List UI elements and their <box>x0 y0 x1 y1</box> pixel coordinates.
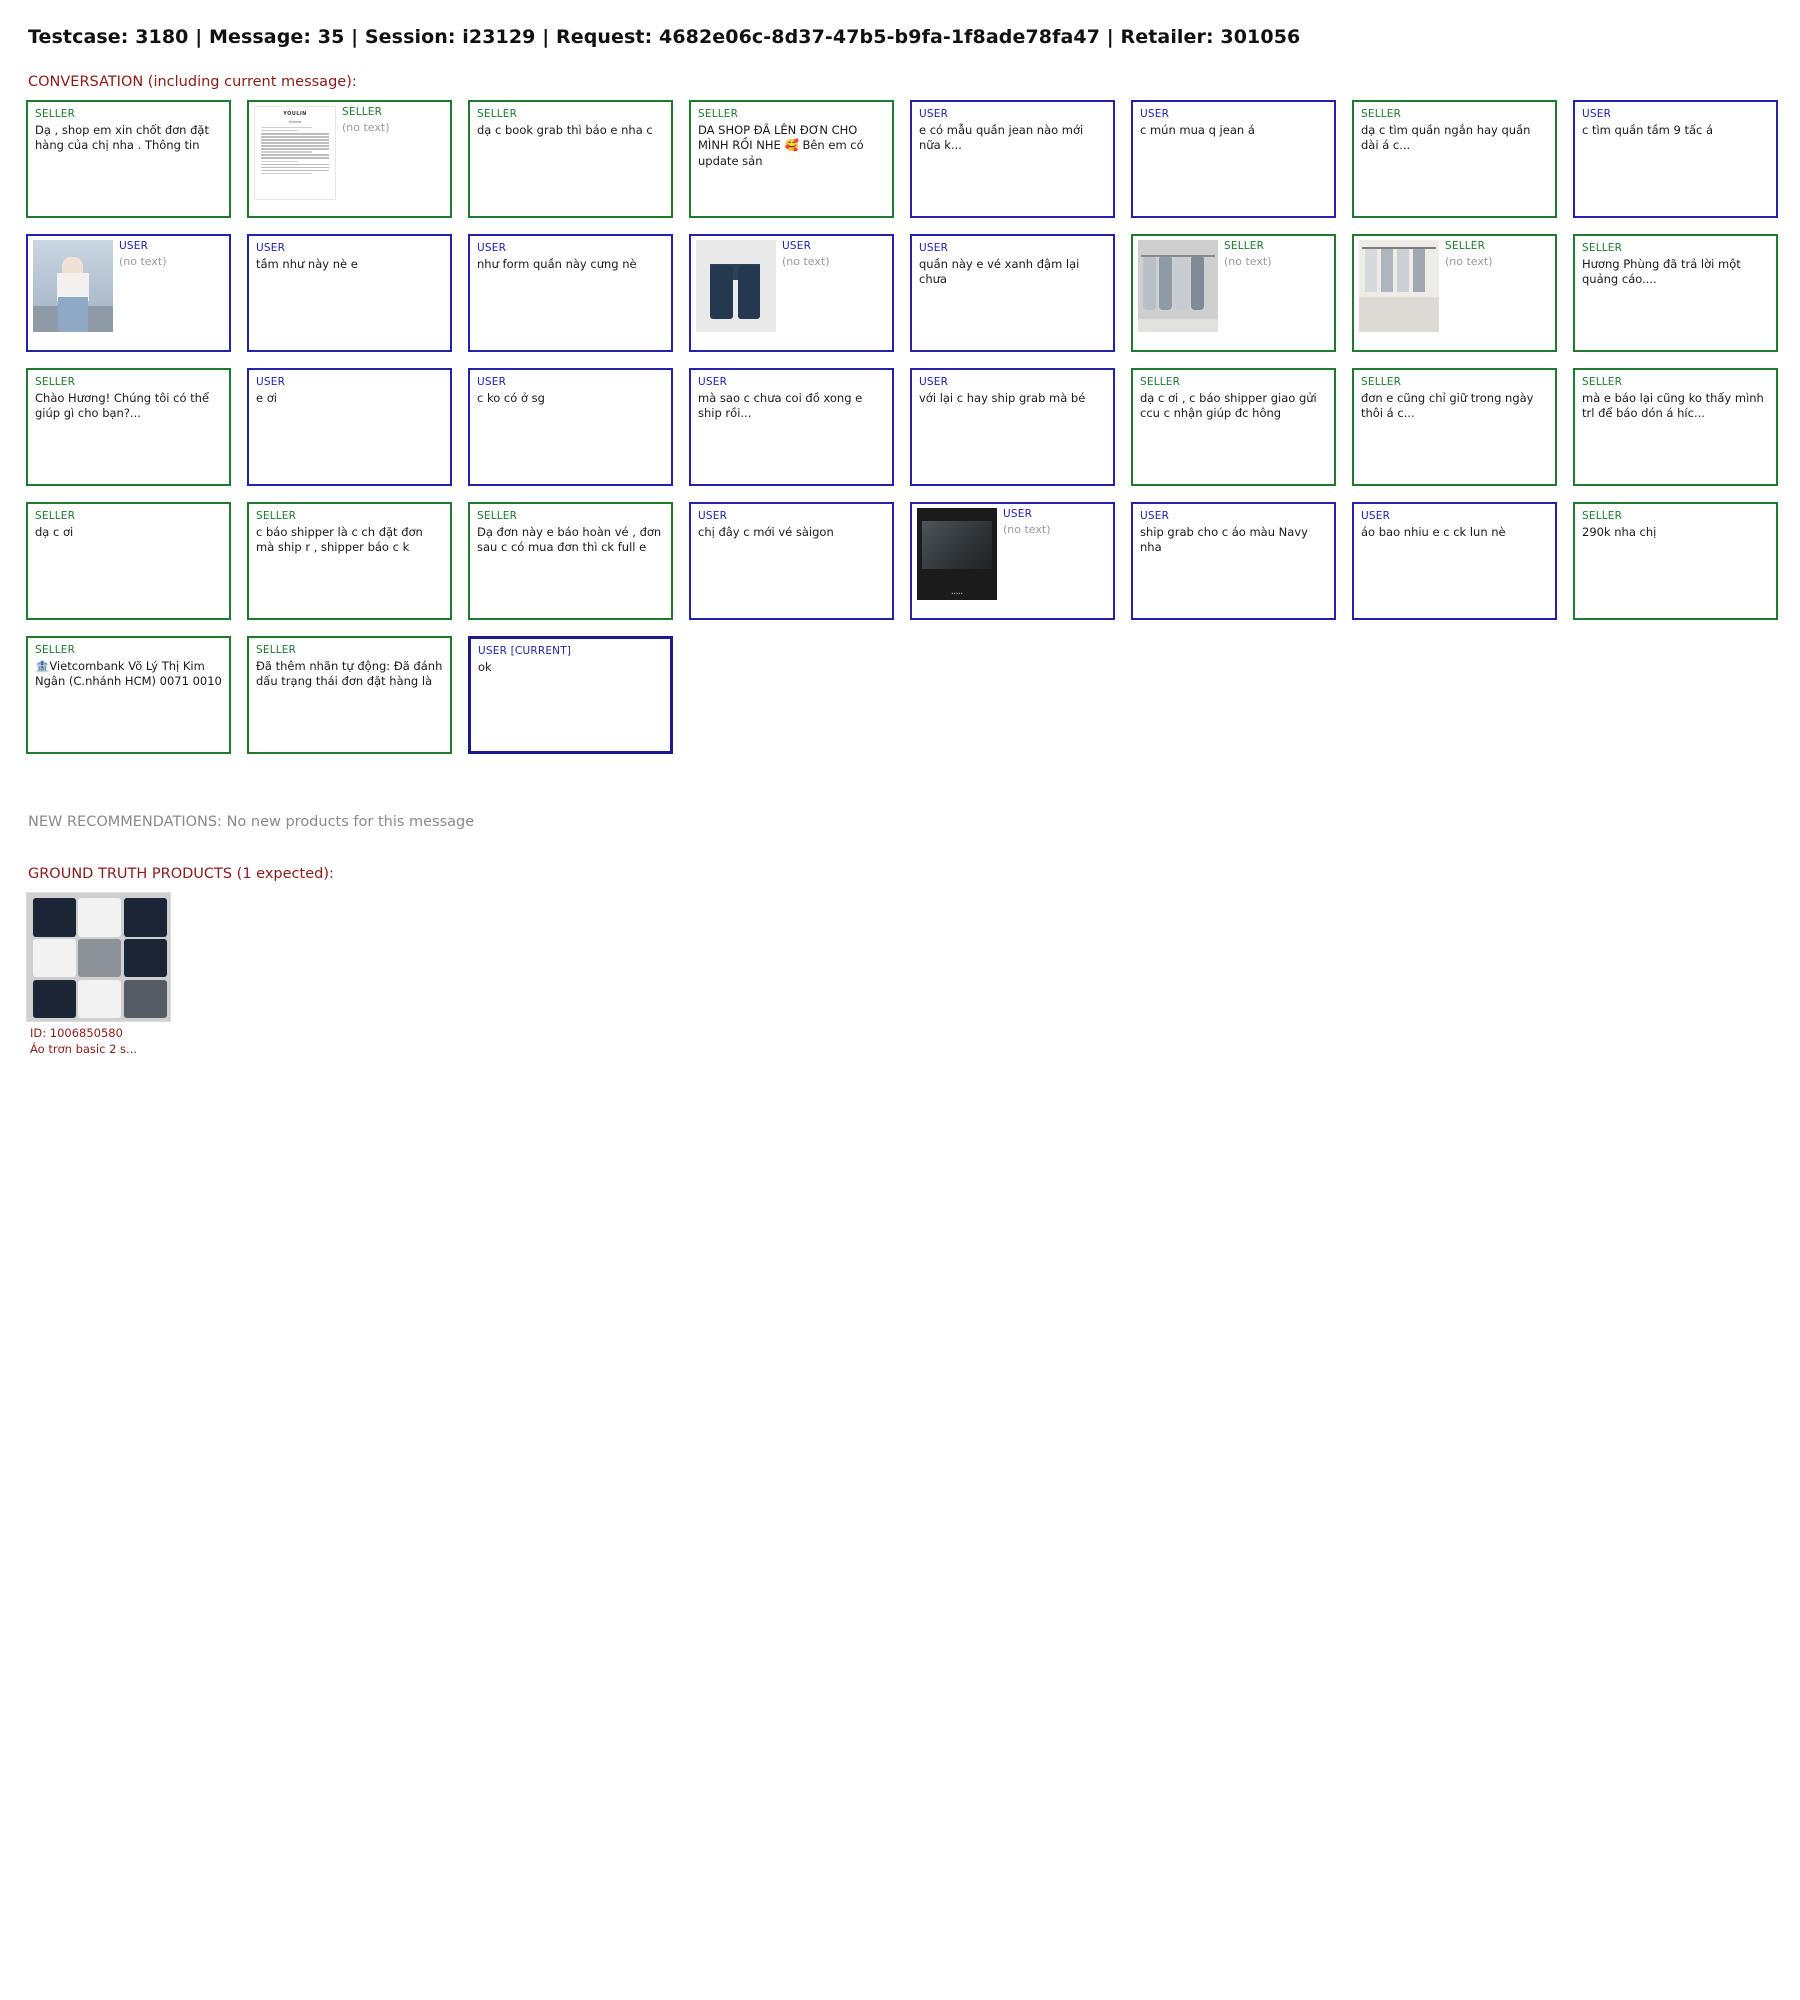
conversation-message[interactable] <box>1352 100 1557 218</box>
message-text: dạ c tìm quần ngắn hay quần dài á c... <box>1361 123 1535 153</box>
message-role: SELLER <box>1445 240 1486 252</box>
conversation-message[interactable] <box>1573 368 1778 486</box>
product-thumbnail <box>27 893 170 1021</box>
message-role: USER <box>698 376 728 388</box>
message-text: c mún mua q jean á <box>1140 123 1255 137</box>
message-role: USER [CURRENT] <box>478 645 572 657</box>
message-role: SELLER <box>477 108 518 120</box>
message-role: USER <box>919 242 949 254</box>
conversation-message[interactable] <box>1352 502 1557 620</box>
message-text: đơn e cũng chỉ giữ trong ngày thôi á c... <box>1361 391 1538 421</box>
message-role: USER <box>256 242 286 254</box>
message-text: dạ c book grab thì báo e nha c <box>477 123 653 137</box>
conversation-message[interactable] <box>1131 234 1336 352</box>
conversation-message[interactable] <box>1573 234 1778 352</box>
conversation-message[interactable] <box>247 100 452 218</box>
message-text: c báo shipper là c ch đặt đơn mà ship r , shipper báo c k <box>256 525 427 555</box>
message-image[interactable] <box>254 106 336 200</box>
message-meta <box>342 106 445 134</box>
conversation-grid <box>26 100 1774 754</box>
conversation-message[interactable] <box>1352 368 1557 486</box>
message-role: SELLER <box>35 644 76 656</box>
conversation-message[interactable] <box>689 234 894 352</box>
message-no-text: (no text) <box>1224 255 1272 268</box>
message-role: USER <box>1140 108 1170 120</box>
message-role: USER <box>782 240 812 252</box>
new-recommendations <box>28 814 1774 830</box>
conversation-message[interactable] <box>247 234 452 352</box>
message-meta <box>1224 240 1329 268</box>
photo-thumbnail <box>33 240 113 332</box>
ground-truth-grid <box>26 892 1774 1056</box>
message-role: SELLER <box>1361 376 1402 388</box>
page-title: Testcase: 3180 | Message: 35 | Session: i23129 | Request: 4682e06c-8d37-47b5-b9fa-1f8ade78fa47 | Retailer: 301056 <box>28 26 1301 48</box>
message-role: SELLER <box>1140 376 1181 388</box>
conversation-message[interactable] <box>1352 234 1557 352</box>
message-role: SELLER <box>35 376 76 388</box>
message-image[interactable] <box>1359 240 1439 332</box>
conversation-message[interactable] <box>910 100 1115 218</box>
message-role: SELLER <box>256 510 297 522</box>
product-id: ID: 1006850580 <box>30 1026 123 1040</box>
message-no-text: (no text) <box>1445 255 1493 268</box>
message-role: USER <box>1582 108 1612 120</box>
conversation-message[interactable] <box>689 502 894 620</box>
message-role: SELLER <box>342 106 383 118</box>
dark-photo-thumbnail: ••••• <box>917 508 997 600</box>
message-text: mà sao c chưa coi đồ xong e ship rồi... <box>698 391 866 421</box>
message-role: SELLER <box>35 510 76 522</box>
product-name: Áo trơn basic 2 s... <box>30 1042 138 1056</box>
message-role: USER <box>119 240 149 252</box>
conversation-message[interactable] <box>468 234 673 352</box>
message-role: SELLER <box>1582 242 1623 254</box>
conversation-label: CONVERSATION (including current message): <box>28 74 357 90</box>
conversation-message[interactable] <box>247 636 452 754</box>
conversation-message[interactable] <box>1573 502 1778 620</box>
conversation-message[interactable] <box>1573 100 1778 218</box>
message-text: ship grab cho c áo màu Navy nha <box>1140 525 1312 555</box>
message-role: USER <box>477 242 507 254</box>
message-text: e ơi <box>256 391 277 405</box>
message-text: 290k nha chị <box>1582 525 1657 539</box>
message-role: SELLER <box>1361 108 1402 120</box>
message-image[interactable] <box>1138 240 1218 332</box>
message-text: ok <box>478 660 492 674</box>
conversation-message[interactable] <box>247 368 452 486</box>
message-text: Dạ , shop em xin chốt đơn đặt hàng của chị nha . Thông tin <box>35 123 213 153</box>
message-text: chị đây c mới vé sàigon <box>698 525 834 539</box>
message-role: USER <box>256 376 286 388</box>
message-no-text: (no text) <box>782 255 830 268</box>
message-text: dạ c ơi , c báo shipper giao gửi ccu c nhận giúp đc hông <box>1140 391 1321 421</box>
conversation-message[interactable] <box>689 100 894 218</box>
message-no-text: (no text) <box>119 255 167 268</box>
message-text: quần này e vé xanh đậm lại chưa <box>919 257 1084 287</box>
message-role: USER <box>1140 510 1170 522</box>
conversation-message[interactable] <box>1131 502 1336 620</box>
message-text: Dạ đơn này e báo hoàn vé , đơn sau c có mua đơn thì ck full e <box>477 525 665 555</box>
message-role: USER <box>919 108 949 120</box>
message-text: áo bao nhiu e c ck lun nè <box>1361 525 1506 539</box>
document-thumbnail: YOULIN FASHION <box>255 107 335 199</box>
conversation-message[interactable] <box>468 502 673 620</box>
message-text: tầm như này nè e <box>256 257 358 271</box>
message-role: SELLER <box>698 108 739 120</box>
message-role: USER <box>477 376 507 388</box>
conversation-message[interactable] <box>26 100 231 218</box>
conversation-message[interactable] <box>910 234 1115 352</box>
message-meta <box>782 240 887 268</box>
conversation-message[interactable] <box>468 368 673 486</box>
message-role: SELLER <box>477 510 518 522</box>
message-image[interactable] <box>917 508 997 600</box>
conversation-message[interactable] <box>26 368 231 486</box>
conversation-message[interactable] <box>910 368 1115 486</box>
jeans-thumbnail <box>696 240 776 332</box>
product-image[interactable] <box>26 892 171 1022</box>
message-text: c ko có ở sg <box>477 391 545 405</box>
new-recommendations-value: No new products for this message <box>226 814 475 830</box>
conversation-message[interactable] <box>1131 100 1336 218</box>
conversation-message[interactable] <box>247 502 452 620</box>
message-meta <box>1445 240 1550 268</box>
conversation-message[interactable] <box>910 502 1115 620</box>
message-role: SELLER <box>35 108 76 120</box>
message-role: USER <box>698 510 728 522</box>
message-meta <box>119 240 224 268</box>
message-role: USER <box>1361 510 1391 522</box>
store-thumbnail <box>1359 240 1439 332</box>
message-text: dạ c ơi <box>35 525 74 539</box>
message-no-text: (no text) <box>1003 523 1051 536</box>
message-role: SELLER <box>1582 376 1623 388</box>
message-role: SELLER <box>1582 510 1623 522</box>
message-meta <box>1003 508 1108 536</box>
message-text: như form quần này cưng nè <box>477 257 637 271</box>
message-text: 🏦Vietcombank Võ Lý Thị Kim Ngân (C.nhánh HCM) 0071 0010 <box>35 659 222 689</box>
message-text: Hương Phùng đã trả lời một quảng cáo.... <box>1582 257 1745 287</box>
message-role: SELLER <box>1224 240 1265 252</box>
clothing-rack-thumbnail <box>1138 240 1218 332</box>
message-image[interactable] <box>696 240 776 332</box>
message-image[interactable] <box>33 240 113 332</box>
ground-truth-product[interactable] <box>26 892 171 1056</box>
conversation-message[interactable] <box>689 368 894 486</box>
conversation-message[interactable] <box>1131 368 1336 486</box>
new-recommendations-label: NEW RECOMMENDATIONS: <box>28 814 222 830</box>
conversation-message[interactable] <box>26 502 231 620</box>
ground-truth-label: GROUND TRUTH PRODUCTS (1 expected): <box>28 866 334 882</box>
conversation-message[interactable] <box>468 636 673 754</box>
message-role: USER <box>1003 508 1033 520</box>
message-no-text: (no text) <box>342 121 390 134</box>
conversation-message[interactable] <box>26 636 231 754</box>
message-text: với lại c hay ship grab mà bé <box>919 391 1086 405</box>
conversation-message[interactable] <box>468 100 673 218</box>
message-text: Đã thêm nhãn tự động: Đã đánh dấu trạng thái đơn đặt hàng là <box>256 659 447 689</box>
message-text: DA SHOP ĐÃ LÊN ĐƠN CHO MÌNH RỒI NHE 🥰 Bên em có update sản <box>698 123 868 168</box>
message-text: mà e báo lại cũng ko thấy mình trl để báo dón á híc... <box>1582 391 1768 421</box>
message-text: c tìm quần tầm 9 tấc á <box>1582 123 1714 137</box>
message-role: USER <box>919 376 949 388</box>
message-role: SELLER <box>256 644 297 656</box>
message-text: Chào Hương! Chúng tôi có thể giúp gì cho bạn?... <box>35 391 213 421</box>
conversation-message[interactable] <box>26 234 231 352</box>
message-text: e có mẫu quần jean nào mới nữa k... <box>919 123 1087 153</box>
